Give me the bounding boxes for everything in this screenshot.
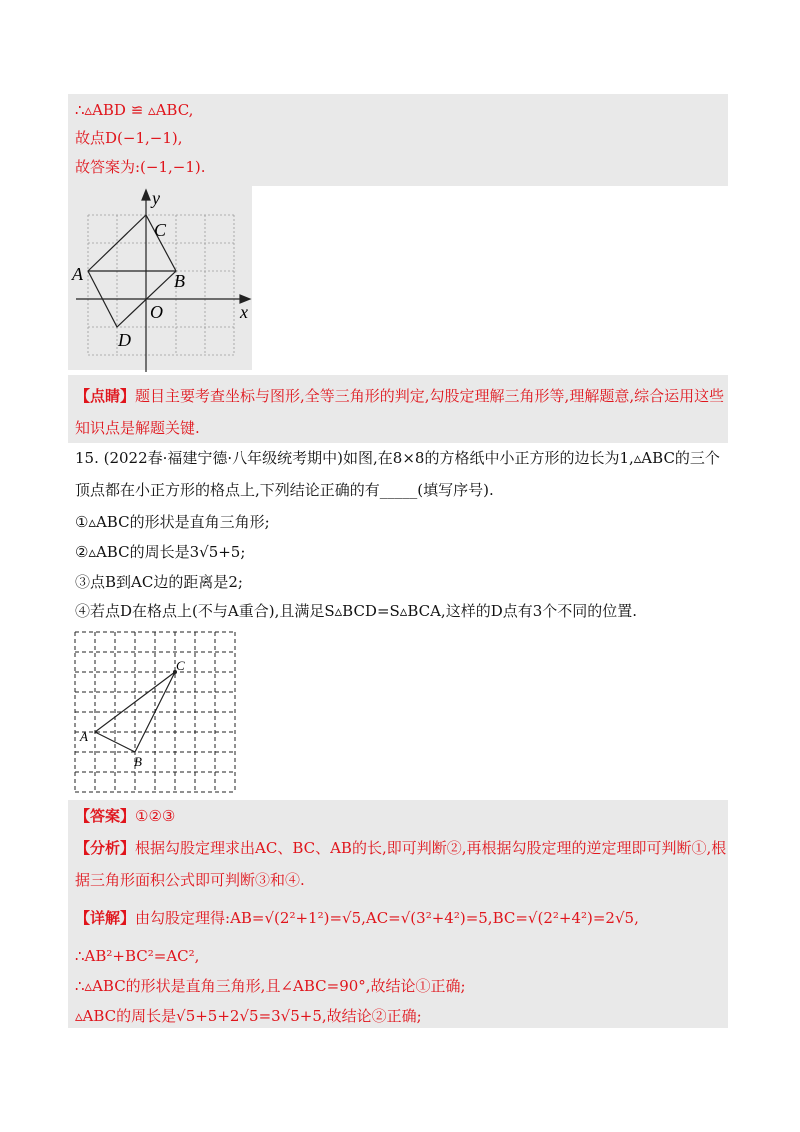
question-15-option-4: ④若点D在格点上(不与A重合),且满足S▵BCD=S▵BCA,这样的D点有3个不同的位置. <box>75 602 638 620</box>
answer-value: ①②③ <box>135 807 176 825</box>
detail-15-line-4: ▵ABC的周长是√5+5+2√5=3√5+5,故结论②正确; <box>75 1007 422 1025</box>
label-a: A <box>80 729 88 744</box>
grid-figure <box>70 628 242 796</box>
solution-line-point-d: 故点D(−1,−1), <box>75 129 183 147</box>
solution-line-answer: 故答案为:(−1,−1). <box>75 158 206 176</box>
question-15-option-2: ②▵ABC的周长是3√5+5; <box>75 543 246 561</box>
analysis-text-1: 根据勾股定理求出AC、BC、AB的长,即可判断②,再根据勾股定理的逆定理即可判断①,根 <box>135 839 727 857</box>
detail-15-line-3: ∴▵ABC的形状是直角三角形,且∠ABC=90°,故结论①正确; <box>75 977 466 995</box>
label-o: O <box>150 302 163 322</box>
label-d: D <box>118 330 131 350</box>
question-15-stem-1: 15. (2022春·福建宁德·八年级统考期中)如图,在8×8的方格纸中小正方形的边长为1,▵ABC的三个 <box>75 449 720 467</box>
comment-text <box>75 380 725 444</box>
answer-tag: 【答案】 <box>75 807 136 825</box>
question-15-option-1: ①▵ABC的形状是直角三角形; <box>75 513 270 531</box>
label-y: y <box>152 188 160 208</box>
coordinate-figure <box>68 186 258 376</box>
label-c: C <box>176 658 185 673</box>
comment-text-1: 题目主要考查坐标与图形,全等三角形的判定,勾股定理解三角形等,理解题意,综合运用这些 <box>135 387 725 405</box>
analysis-text-2: 据三角形面积公式即可判断③和④. <box>75 871 305 889</box>
question-15-option-3: ③点B到AC边的距离是2; <box>75 573 243 591</box>
question-15-stem-2: 顶点都在小正方形的格点上,下列结论正确的有_____(填写序号). <box>75 481 494 499</box>
detail-text-1: 由勾股定理得:AB=√(2²+1²)=√5,AC=√(3²+4²)=5,BC=√(2²+4²)=2√5, <box>135 909 639 927</box>
detail-15-line-2: ∴AB²+BC²=AC², <box>75 947 200 965</box>
detail-15-line-1 <box>75 908 639 928</box>
answer-15 <box>75 806 175 826</box>
solution-line-congruent: ∴▵ABD ≌ ▵ABC, <box>75 101 194 119</box>
detail-tag: 【详解】 <box>75 909 136 927</box>
label-a: A <box>72 264 83 284</box>
label-b: B <box>134 754 142 769</box>
label-x: x <box>240 302 248 322</box>
label-b: B <box>174 271 185 291</box>
label-c: C <box>154 220 167 240</box>
analysis-15 <box>75 832 725 896</box>
analysis-tag: 【分析】 <box>75 839 136 857</box>
comment-tag: 【点睛】 <box>75 387 136 405</box>
y-axis-arrow <box>142 190 150 200</box>
comment-text-2: 知识点是解题关键. <box>75 419 200 437</box>
